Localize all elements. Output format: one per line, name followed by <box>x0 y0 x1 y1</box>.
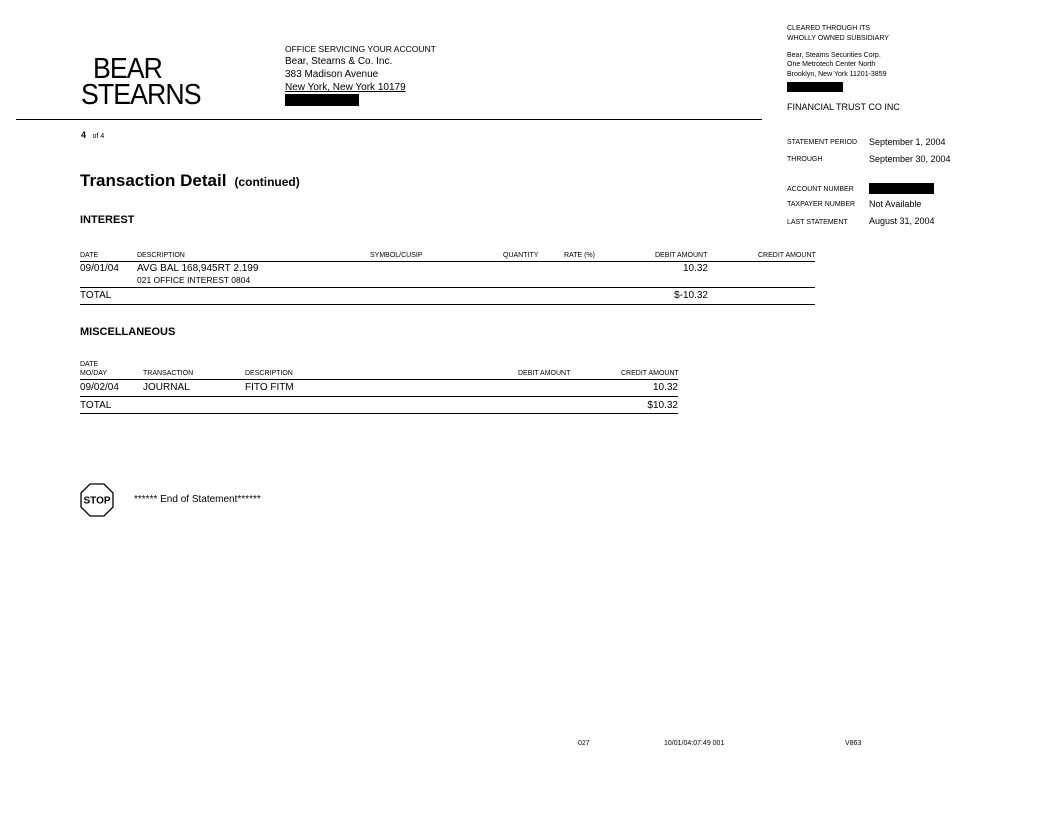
interest-row-desc-1: AVG BAL 168,945RT 2.199 <box>137 263 259 274</box>
taxpayer-value: Not Available <box>869 199 922 209</box>
interest-total-label: TOTAL <box>80 290 112 301</box>
header-rule <box>16 119 762 120</box>
page-title <box>80 171 300 191</box>
clearing-line-2: WHOLLY OWNED SUBSIDIARY <box>787 35 889 42</box>
clearing-city: Brooklyn, New York 11201-3859 <box>787 71 887 78</box>
misc-header-transaction: TRANSACTION <box>143 370 194 377</box>
misc-total-credit: $10.32 <box>647 400 678 411</box>
account-number-label: ACCOUNT NUMBER <box>787 186 854 193</box>
last-statement-label: LAST STATEMENT <box>787 219 848 226</box>
interest-total-debit: $-10.32 <box>674 290 708 301</box>
misc-row-transaction: JOURNAL <box>143 382 190 393</box>
last-statement-value: August 31, 2004 <box>869 216 935 226</box>
page-current: 4 <box>81 130 87 140</box>
stop-sign-icon <box>80 483 114 517</box>
interest-header-description: DESCRIPTION <box>137 252 185 259</box>
interest-header-rate: RATE (%) <box>564 252 595 259</box>
misc-header-description: DESCRIPTION <box>245 370 293 377</box>
redacted-block <box>285 94 359 106</box>
taxpayer-label: TAXPAYER NUMBER <box>787 201 856 208</box>
misc-header-date: DATE <box>80 361 99 368</box>
interest-row-date: 09/01/04 <box>80 263 119 274</box>
title-main: Transaction Detail <box>80 171 227 190</box>
redacted-block <box>787 82 843 92</box>
end-of-statement: ****** End of Statement****** <box>134 494 261 505</box>
misc-rule <box>80 396 678 397</box>
footer-code-2: 10/01/04:07:49 001 <box>664 740 725 747</box>
through-value: September 30, 2004 <box>869 154 951 164</box>
interest-header-date: DATE <box>80 252 99 259</box>
misc-heading: MISCELLANEOUS <box>80 326 176 338</box>
stop-label: STOP <box>83 495 111 507</box>
through-label: THROUGH <box>787 156 823 163</box>
clearing-line-1: CLEARED THROUGH ITS <box>787 25 871 32</box>
office-name: Bear, Stearns & Co. Inc. <box>285 56 393 67</box>
misc-header-credit: CREDIT AMOUNT <box>621 370 679 377</box>
logo-line-2: STEARNS <box>81 79 201 111</box>
misc-row-credit: 10.32 <box>652 382 678 393</box>
interest-header-credit: CREDIT AMOUNT <box>758 252 816 259</box>
bear-stearns-logo <box>81 53 211 111</box>
page-number <box>81 130 104 140</box>
misc-header-rule <box>80 379 678 380</box>
office-heading: OFFICE SERVICING YOUR ACCOUNT <box>285 44 436 54</box>
redacted-account-number <box>869 183 934 194</box>
statement-period-label: STATEMENT PERIOD <box>787 139 858 146</box>
misc-total-label: TOTAL <box>80 400 112 411</box>
interest-header-rule <box>80 261 815 262</box>
interest-row-desc-2: 021 OFFICE INTEREST 0804 <box>137 275 251 285</box>
misc-total-rule <box>80 413 678 414</box>
office-street: 383 Madison Avenue <box>285 69 379 80</box>
misc-header-debit: DEBIT AMOUNT <box>518 370 571 377</box>
misc-header-moday: MO/DAY <box>80 370 108 377</box>
interest-row-debit: 10.32 <box>682 263 708 274</box>
logo-line-1: BEAR <box>92 53 162 85</box>
clearing-name: Bear, Steams Securities Corp. <box>787 52 881 59</box>
account-holder: FINANCIAL TRUST CO INC <box>787 102 900 112</box>
interest-header-quantity: QUANTITY <box>503 252 539 259</box>
clearing-street: One Metrotech Center North <box>787 61 876 68</box>
misc-row-description: FITO FITM <box>245 382 294 393</box>
interest-header-debit: DEBIT AMOUNT <box>655 252 708 259</box>
interest-rule <box>80 287 815 288</box>
footer-code-3: V863 <box>845 740 862 747</box>
footer-code-1: 027 <box>578 740 590 747</box>
statement-period-value: September 1, 2004 <box>869 137 946 147</box>
office-city: New York, New York 10179 <box>285 82 406 93</box>
interest-total-rule <box>80 304 815 305</box>
title-continued: (continued) <box>234 175 300 189</box>
interest-header-symbol: SYMBOL/CUSIP <box>370 252 423 259</box>
misc-row-date: 09/02/04 <box>80 382 119 393</box>
page-total: of 4 <box>92 133 105 140</box>
interest-heading: INTEREST <box>80 214 135 226</box>
